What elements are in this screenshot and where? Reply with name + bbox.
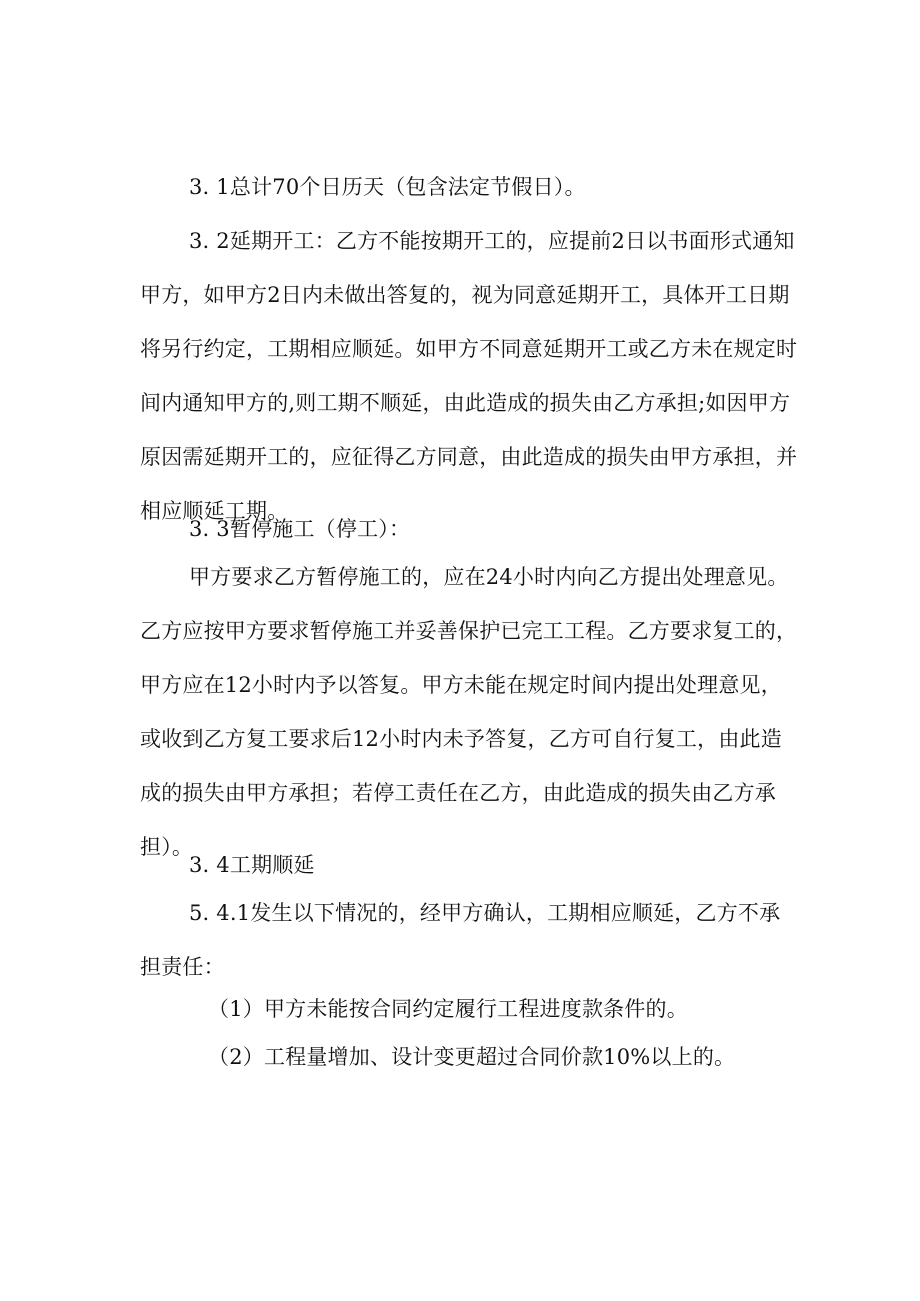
clause-3-2: 3. 2延期开工：乙方不能按期开工的，应提前2日以书面形式通知甲方，如甲方2日内未做出答复的，视为同意延期开工，具体开工日期将另行约定，工期相应顺延。如甲方不同意延期开工或乙方未在规定时间内通知甲方的,则工期不顺延，由此造成的损失由乙方承担;如因甲方原因需延期开工的，应征得乙方同意，由此造成的损失由甲方承担，并相应顺延工期。 bbox=[140, 229, 798, 523]
clause-3-1: 3. 1总计70个日历天（包含法定节假日）。 bbox=[189, 175, 586, 199]
clause-3-3-body: 甲方要求乙方暂停施工的，应在24小时内向乙方提出处理意见。乙方应按甲方要求暂停施工并妥善保护已完工工程。乙方要求复工的，甲方应在12小时内予以答复。甲方未能在规定时间内提出处理意见，或收到乙方复工要求后12小时内未予答复，乙方可自行复工，由此造成的损失由甲方承担；若停工责任在乙方，由此造成的损失由乙方承担）。 bbox=[140, 565, 798, 859]
clause-3-3-heading: 3. 3暂停施工（停工）： bbox=[189, 517, 411, 541]
list-item-1: （1）甲方未能按合同约定履行工程进度款条件的。 bbox=[208, 997, 688, 1021]
clause-3-4-heading: 3. 4工期顺延 bbox=[189, 853, 315, 877]
list-item-2: （2）工程量增加、设计变更超过合同价款10%以上的。 bbox=[208, 1045, 736, 1069]
clause-5-4-1: 5. 4.1发生以下情况的，经甲方确认，工期相应顺延，乙方不承担责任： bbox=[140, 901, 781, 979]
